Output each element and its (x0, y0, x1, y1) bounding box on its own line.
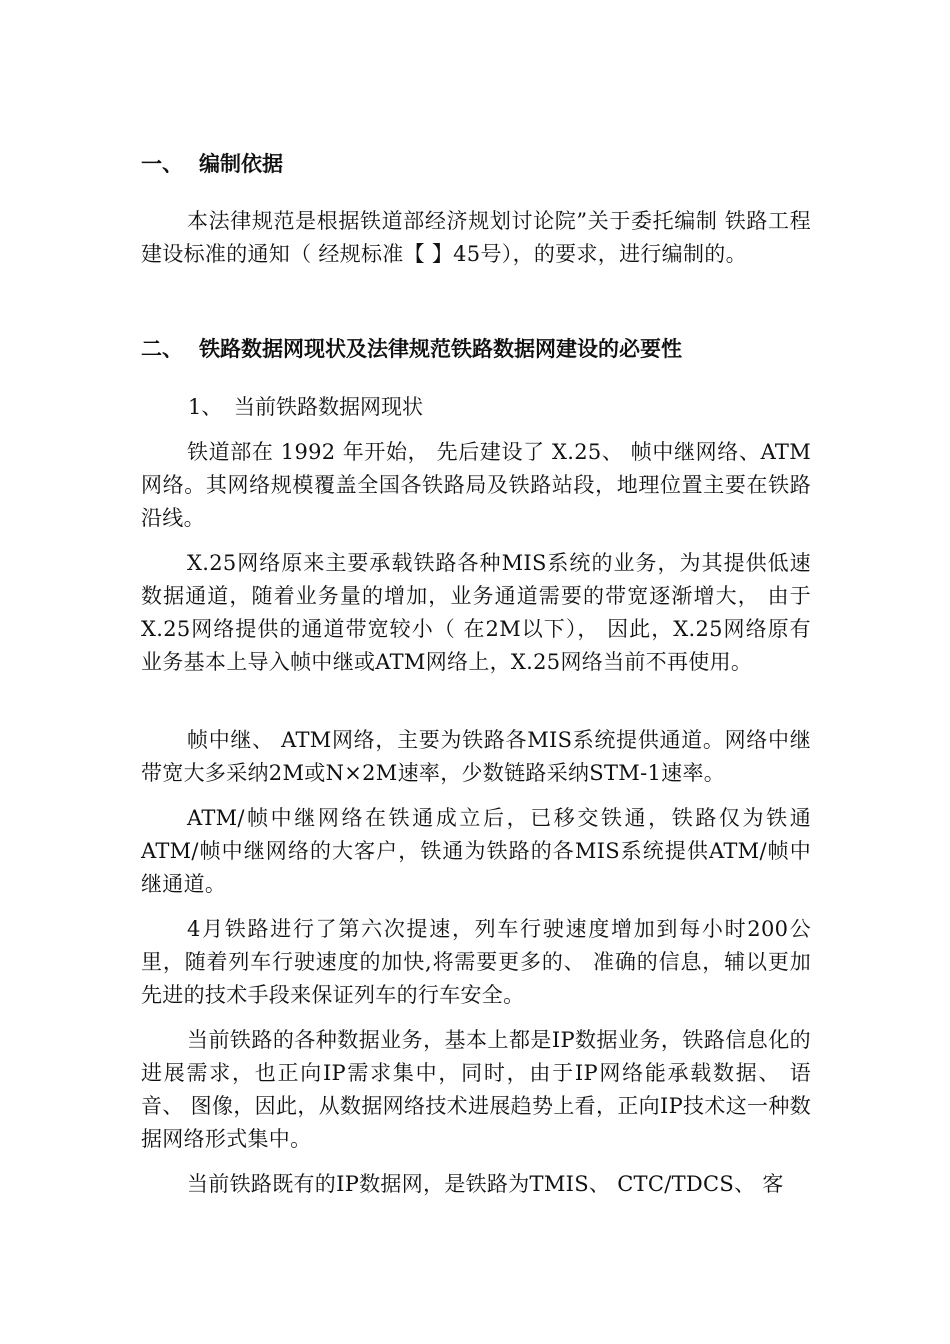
section-2-number: 二、 (141, 337, 183, 361)
paragraph-atm-transfer: ATM/帧中继网络在铁通成立后，已移交铁通，铁路仅为铁通ATM/帧中继网络的大客户，铁通为铁路的各MIS系统提供ATM/帧中继通道。 (141, 806, 811, 896)
paragraph-ip-network: 当前铁路既有的IP数据网，是铁路为TMIS、 CTC/TDCS、 客 (187, 1172, 784, 1196)
subsection-1-title: 当前铁路数据网现状 (234, 395, 423, 419)
subsection-1-heading (188, 391, 423, 423)
section-1-title: 编制依据 (199, 152, 283, 176)
section-1-number: 一、 (141, 152, 183, 176)
section-2-title: 铁路数据网现状及法律规范铁路数据网建设的必要性 (199, 337, 682, 361)
paragraph-network-history: 铁道部在 1992 年开始， 先后建设了 X.25、 帧中继网络、ATM网络。其网络规模覆盖全国各铁路局及铁路站段，地理位置主要在铁路沿线。 (141, 440, 811, 530)
paragraph-frame-relay-atm: 帧中继、 ATM网络，主要为铁路各MIS系统提供通道。网络中继带宽大多采纳2M或N×2M速率，少数链路采纳STM-1速率。 (141, 728, 811, 785)
section-1-heading (141, 148, 821, 180)
paragraph-x25: X.25网络原来主要承载铁路各种MIS系统的业务，为其提供低速数据通道，随着业务量的增加，业务通道需要的带宽逐渐增大， 由于X.25网络提供的通道带宽较小（ 在2M以下）， 因此，X.25网络原有业务基本上导入帧中继或ATM网络上，X.25网络当前不再使用。 (141, 551, 811, 674)
section-2-heading (141, 333, 821, 365)
paragraph-ip-services: 当前铁路的各种数据业务，基本上都是IP数据业务，铁路信息化的进展需求，也正向IP需求集中，同时，由于IP网络能承载数据、 语音、 图像，因此，从数据网络技术进展趋势上看，正向IP技术这一种数据网络形式集中。 (141, 1028, 811, 1151)
subsection-1-number: 1、 (188, 395, 223, 419)
section-1-paragraph: 本法律规范是根据铁道部经济规划讨论院”关于委托编制 铁路工程建设标准的通知（ 经规标准【 】45号），的要求，进行编制的。 (141, 209, 811, 266)
paragraph-speed-increase: 4月铁路进行了第六次提速，列车行驶速度增加到每小时200公里，随着列车行驶速度的加快,将需要更多的、 准确的信息，辅以更加先进的技术手段来保证列车的行车安全。 (141, 917, 811, 1007)
